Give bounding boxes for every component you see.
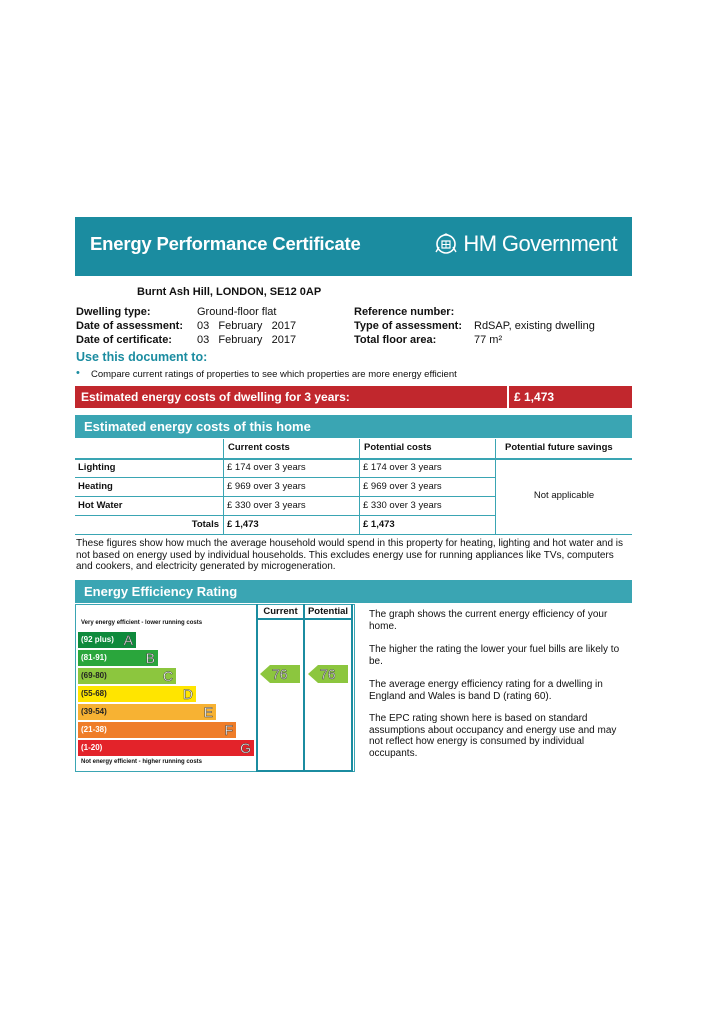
- band-letter: D: [182, 686, 193, 702]
- costs-note: These figures show how much the average household would spend in this property for heating, lighting and hot water and is not based on energy used by individual households. This excludes energy use for running appliances like TVs, computers and cookers, and electricity generated by microgeneration.: [76, 538, 624, 572]
- potential-rating-arrow: [308, 665, 348, 683]
- property-address: Burnt Ash Hill, LONDON, SE12 0AP: [137, 286, 322, 298]
- totals-potential: £ 1,473: [363, 519, 395, 530]
- estimated-total-value: £ 1,473: [514, 390, 555, 404]
- totals-label: Totals: [191, 519, 219, 530]
- band-letter: C: [162, 668, 173, 684]
- row-hotwater-label: Hot Water: [78, 500, 123, 511]
- assessment-type-label: Type of assessment:: [354, 320, 463, 332]
- band-letter: E: [203, 704, 213, 720]
- col-current-costs: Current costs: [228, 442, 290, 453]
- use-document-heading: Use this document to:: [76, 350, 208, 364]
- divider: [359, 439, 360, 535]
- divider: [351, 604, 353, 772]
- band-range: (39-54): [81, 707, 107, 716]
- row-heating-current: £ 969 over 3 years: [227, 481, 306, 492]
- totals-current: £ 1,473: [227, 519, 259, 530]
- costs-table: [75, 439, 632, 535]
- rating-band-d: [78, 686, 196, 702]
- divider: [303, 604, 305, 772]
- assessment-date-value: 03 February 2017: [197, 320, 297, 332]
- row-heating-label: Heating: [78, 481, 113, 492]
- assessment-type-value: RdSAP, existing dwelling: [474, 320, 595, 332]
- assessment-date-label: Date of assessment:: [76, 320, 183, 332]
- use-document-bullet: Compare current ratings of properties to see which properties are more energy efficient: [91, 369, 457, 380]
- divider: [495, 439, 496, 535]
- band-range: (55-68): [81, 689, 107, 698]
- estimated-total-label: Estimated energy costs of dwelling for 3 years:: [81, 390, 350, 404]
- divider: [256, 604, 258, 772]
- band-range: (1-20): [81, 743, 103, 752]
- band-range: (81-91): [81, 653, 107, 662]
- current-rating-value: 76: [272, 666, 288, 682]
- divider: [75, 477, 495, 478]
- header-banner: [75, 217, 632, 276]
- certificate-date-value: 03 February 2017: [197, 334, 297, 346]
- rating-explanation-1: The graph shows the current energy efficiency of your home.: [369, 609, 608, 632]
- divider: [256, 618, 353, 620]
- future-savings-value: Not applicable: [533, 490, 595, 501]
- row-lighting-label: Lighting: [78, 462, 116, 473]
- rating-top-note: Very energy efficient - lower running costs: [81, 620, 203, 626]
- reference-number-label: Reference number:: [354, 306, 455, 318]
- row-lighting-current: £ 174 over 3 years: [227, 462, 306, 473]
- rating-band-a: [78, 632, 136, 648]
- rating-band-c: [78, 668, 176, 684]
- rating-band-g: [78, 740, 254, 756]
- rating-bottom-note: Not energy efficient - higher running costs: [81, 759, 203, 765]
- costs-section-heading: [75, 415, 632, 438]
- rating-section-heading: [75, 580, 632, 603]
- band-letter: A: [123, 632, 133, 648]
- divider: [75, 515, 495, 516]
- floor-area-value: 77 m²: [474, 334, 503, 346]
- certificate-date-label: Date of certificate:: [76, 334, 172, 346]
- rating-band-e: [78, 704, 216, 720]
- band-letter: B: [145, 650, 155, 666]
- rating-explanation-4: The EPC rating shown here is based on standard assumptions about occupancy and energy use and may not reflect how energy is consumed by individual occupants.: [369, 713, 617, 759]
- rating-band-f: [78, 722, 236, 738]
- dwelling-type-value: Ground-floor flat: [197, 306, 277, 318]
- divider: [75, 496, 495, 497]
- divider: [507, 386, 509, 408]
- costs-heading-text: Estimated energy costs of this home: [84, 419, 311, 434]
- current-rating-arrow: [260, 665, 300, 683]
- row-heating-potential: £ 969 over 3 years: [363, 481, 442, 492]
- dwelling-type-label: Dwelling type:: [76, 306, 151, 318]
- floor-area-label: Total floor area:: [354, 334, 437, 346]
- divider: [256, 770, 353, 772]
- band-range: (69-80): [81, 671, 107, 680]
- crest-icon: [433, 232, 459, 256]
- bullet-icon: •: [76, 367, 80, 379]
- band-letter: G: [240, 740, 251, 756]
- potential-rating-value: 76: [320, 666, 336, 682]
- rating-chart: [75, 604, 355, 772]
- rating-band-b: [78, 650, 158, 666]
- divider: [223, 439, 224, 535]
- rating-heading-text: Energy Efficiency Rating: [84, 584, 238, 599]
- col-potential: Potential: [307, 606, 349, 617]
- page-title: Energy Performance Certificate: [90, 233, 361, 254]
- band-range: (92 plus): [81, 635, 114, 644]
- rating-explanation-2: The higher the rating the lower your fuel bills are likely to be.: [369, 644, 620, 667]
- col-future-savings: Potential future savings: [505, 442, 613, 453]
- rating-explanation-3: The average energy efficiency rating for a dwelling in England and Wales is band D (rating 60).: [369, 679, 603, 702]
- divider: [75, 534, 632, 535]
- band-range: (21-38): [81, 725, 107, 734]
- row-lighting-potential: £ 174 over 3 years: [363, 462, 442, 473]
- col-current: Current: [263, 606, 298, 617]
- gov-logo-text: HM Government: [463, 231, 617, 256]
- band-letter: F: [224, 722, 233, 738]
- estimated-total-bar: [75, 386, 632, 408]
- row-hotwater-current: £ 330 over 3 years: [227, 500, 306, 511]
- col-potential-costs: Potential costs: [364, 442, 432, 453]
- row-hotwater-potential: £ 330 over 3 years: [363, 500, 442, 511]
- hm-government-logo: [433, 231, 617, 257]
